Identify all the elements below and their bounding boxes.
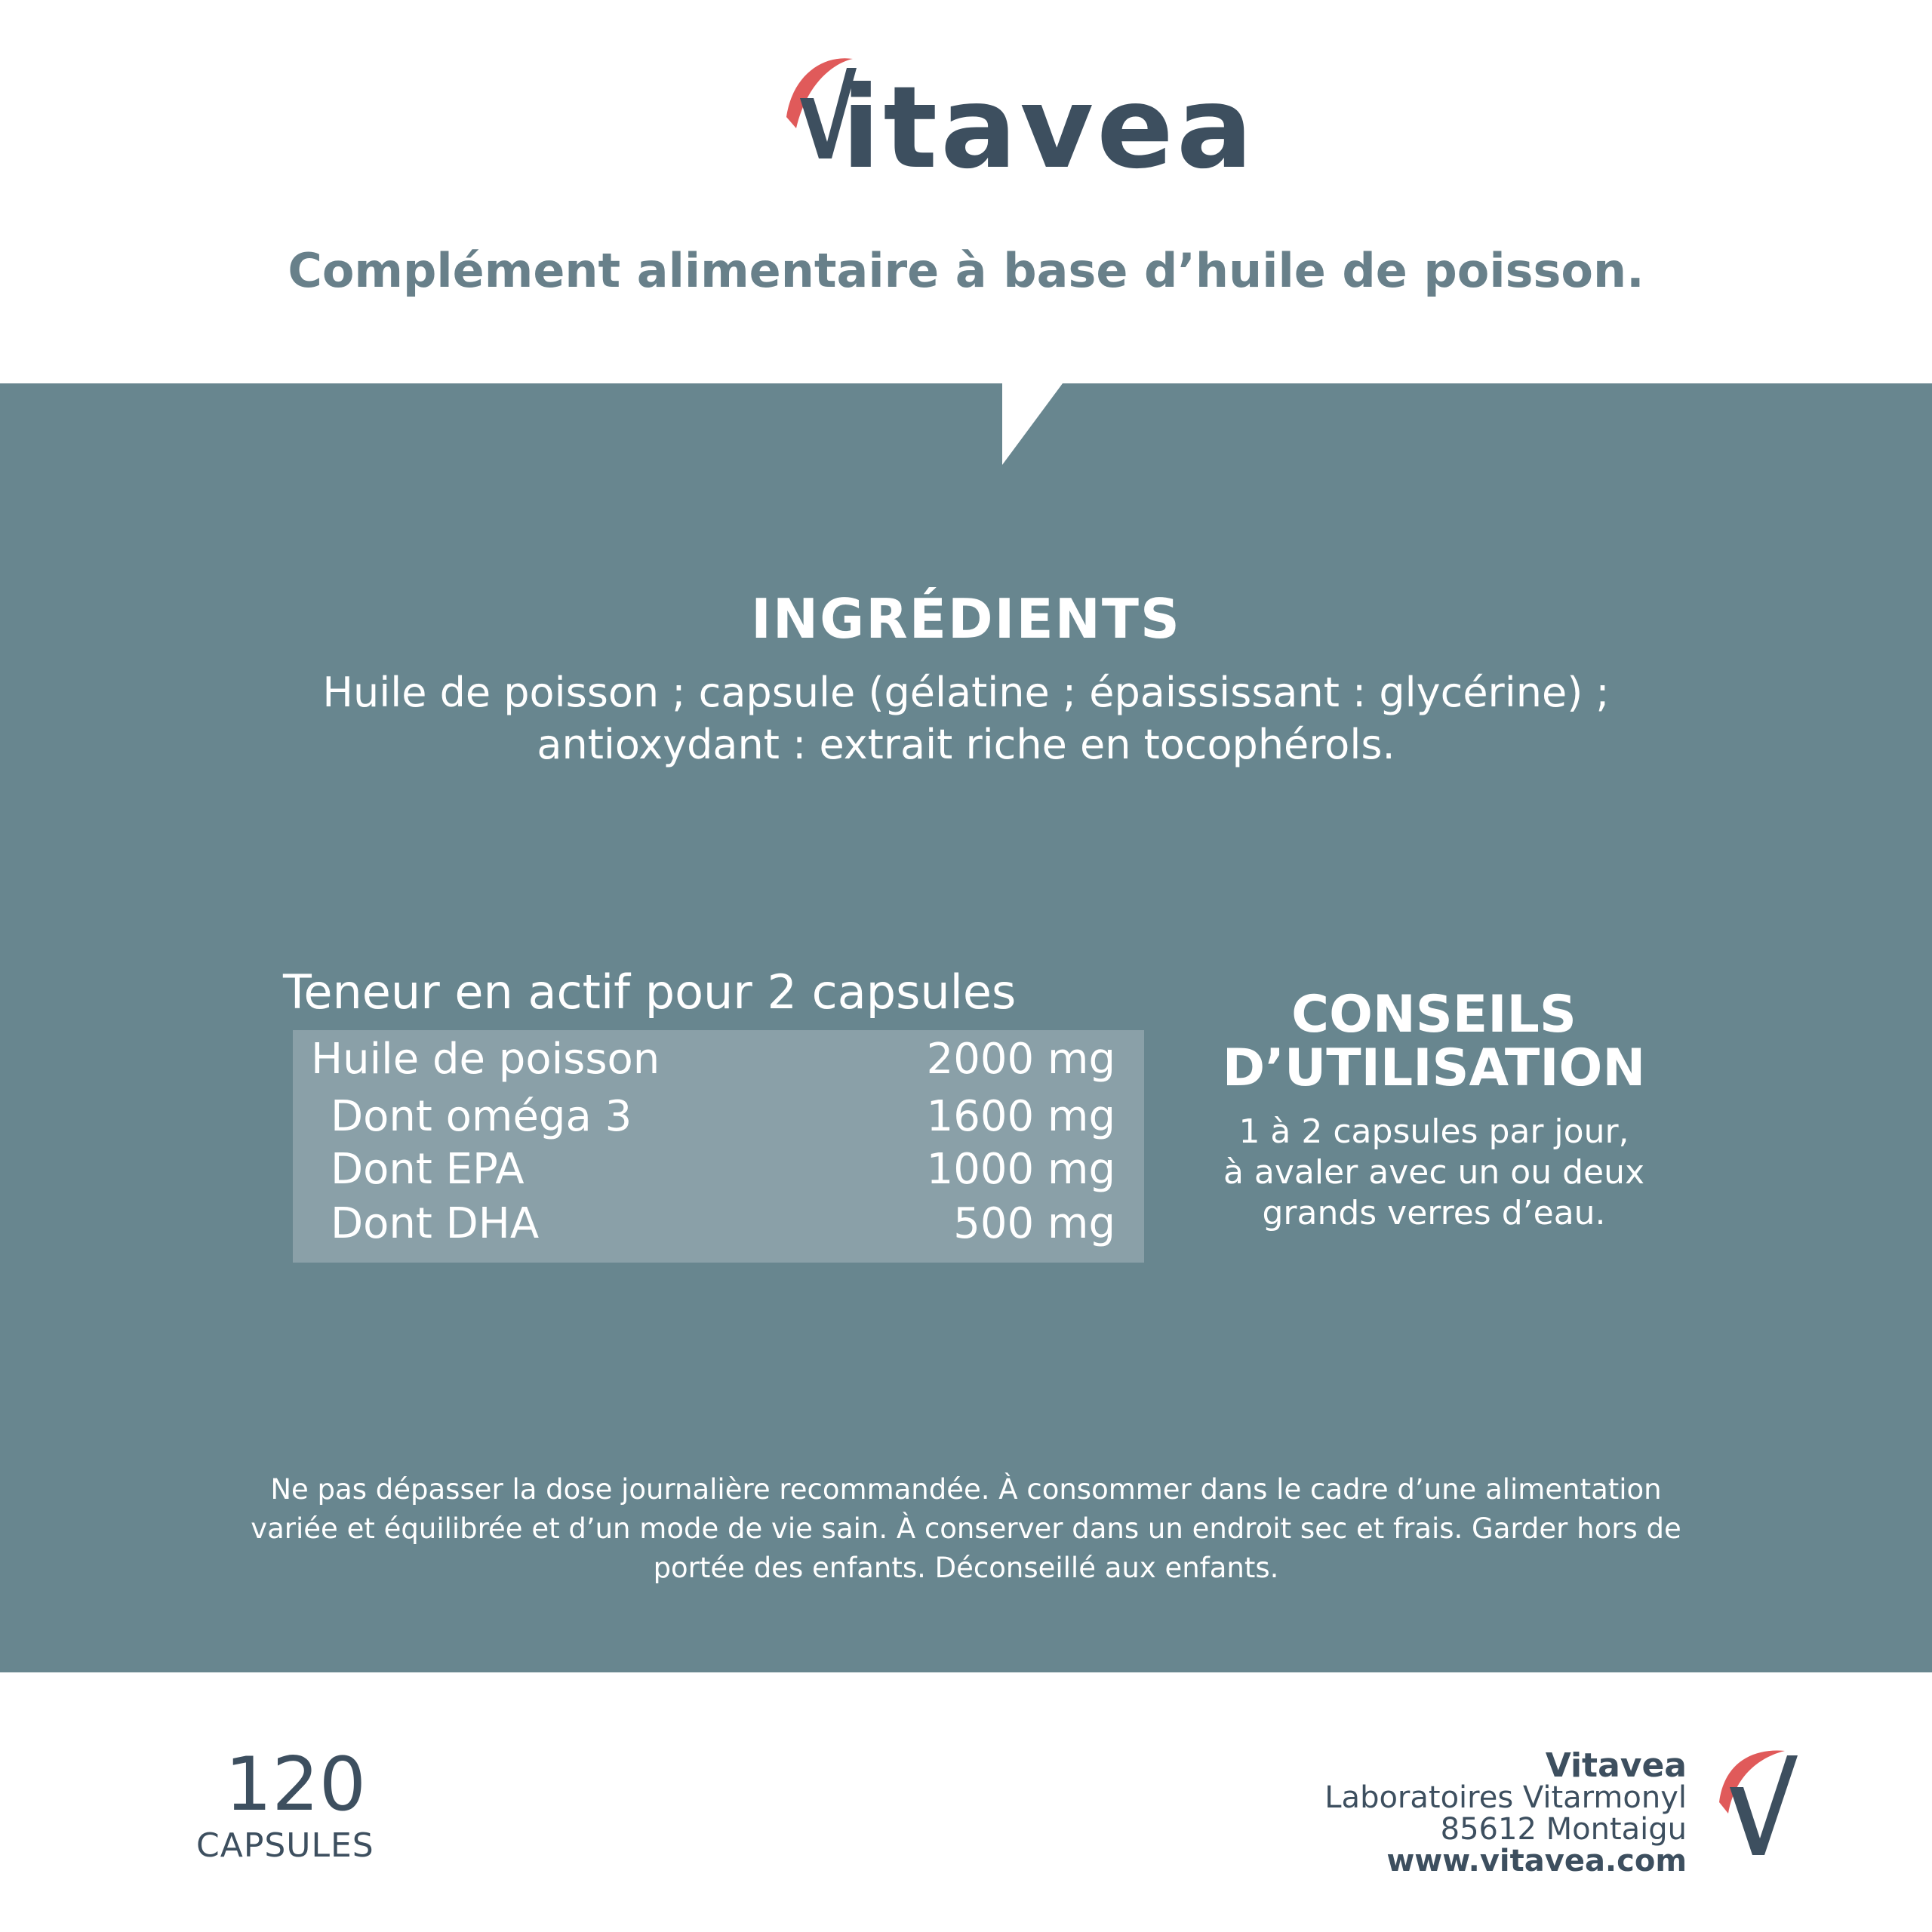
- table-row: [293, 1145, 1144, 1198]
- table-row: [293, 1199, 1144, 1252]
- product-tagline: Complément alimentaire à base d’huile de poisson.: [288, 243, 1644, 298]
- composition-title: Teneur en actif pour 2 capsules: [283, 964, 1017, 1020]
- manufacturer-city: 85612 Montaigu: [1440, 1812, 1687, 1847]
- nutrient-name: Dont EPA: [331, 1145, 525, 1194]
- usage-title-line: CONSEILS: [1291, 985, 1577, 1044]
- usage-text-line: 1 à 2 capsules par jour,: [1238, 1112, 1629, 1151]
- nutrient-value: 1000 mg: [926, 1145, 1115, 1194]
- composition-table: [293, 1030, 1144, 1263]
- table-row: [293, 1035, 1144, 1088]
- table-row: [293, 1092, 1144, 1145]
- nutrient-value: 1600 mg: [926, 1092, 1115, 1141]
- nutrient-value: 2000 mg: [926, 1035, 1115, 1084]
- nutrient-value: 500 mg: [953, 1199, 1115, 1248]
- usage-title-line: D’UTILISATION: [1222, 1038, 1646, 1098]
- capsule-count: 120: [225, 1742, 367, 1828]
- nutrient-name: Huile de poisson: [311, 1035, 660, 1084]
- nutrient-name: Dont oméga 3: [331, 1092, 632, 1141]
- speech-notch: [0, 383, 1932, 474]
- manufacturer-lab: Laboratoires Vitarmonyl: [1324, 1780, 1687, 1815]
- capsule-unit: CAPSULES: [196, 1826, 374, 1865]
- usage-text-line: à avaler avec un ou deux: [1223, 1153, 1644, 1192]
- manufacturer-brand: Vitavea: [1545, 1746, 1687, 1785]
- usage-text-line: grands verres d’eau.: [1262, 1194, 1606, 1232]
- nutrient-name: Dont DHA: [331, 1199, 540, 1248]
- manufacturer-website: www.vitavea.com: [1386, 1844, 1687, 1878]
- ingredients-title: INGRÉDIENTS: [751, 587, 1181, 651]
- logo-wordmark: itavea: [841, 63, 1257, 194]
- warning-text-line: Ne pas dépasser la dose journalière recommandée. À consommer dans le cadre d’une alimentation: [270, 1473, 1662, 1506]
- ingredients-text-line: Huile de poisson ; capsule (gélatine ; épaississant : glycérine) ;: [322, 669, 1610, 716]
- warning-text-line: portée des enfants. Déconseillé aux enfants.: [653, 1552, 1279, 1584]
- vitavea-mark-icon: [1713, 1742, 1819, 1863]
- warning-text-line: variée et équilibrée et d’un mode de vie sain. À conserver dans un endroit sec et frais. Garder hors de: [251, 1512, 1681, 1545]
- ingredients-text-line: antioxydant : extrait riche en tocophérols.: [537, 721, 1395, 768]
